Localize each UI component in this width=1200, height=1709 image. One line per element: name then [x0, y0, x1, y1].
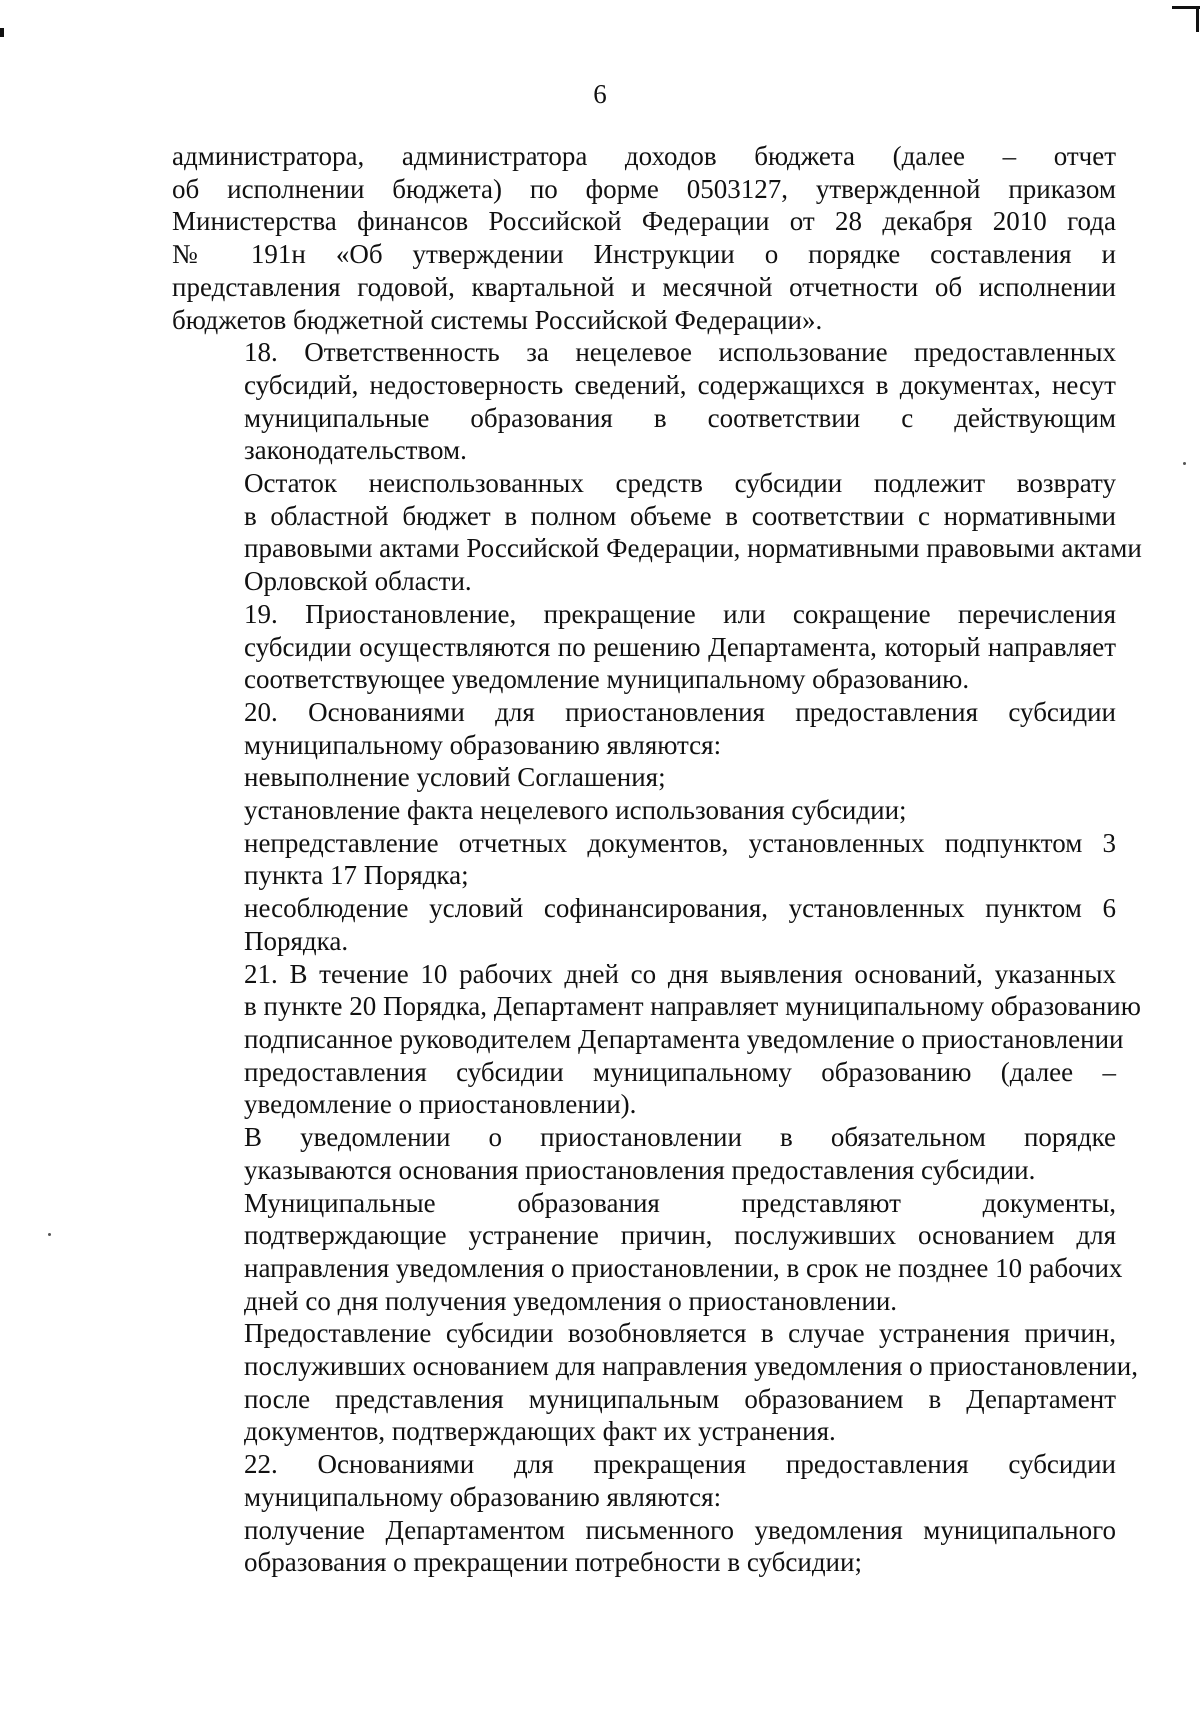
text-line: непредставление отчетных документов, установленных подпунктом 3 — [244, 827, 1116, 858]
text-line: предоставления субсидии муниципальному образованию (далее – — [244, 1056, 1116, 1087]
text-line: муниципальные образования в соответствии с действующим — [244, 402, 1116, 433]
paragraph-resumption — [172, 1317, 1138, 1448]
paragraph-notification-content — [172, 1121, 1116, 1186]
paragraph-report-form — [172, 140, 1116, 336]
list-item-ground — [172, 794, 1116, 827]
text-line: муниципальному образованию являются: — [244, 729, 722, 760]
text-line: получение Департаментом письменного уведомления муниципального — [244, 1514, 1116, 1545]
text-line: представления годовой, квартальной и месячной отчетности об исполнении — [172, 271, 1116, 302]
text-line: 22. Основаниями для прекращения предоставления субсидии — [244, 1449, 1116, 1480]
scan-mark-left — [0, 28, 4, 37]
paragraph-20-grounds — [172, 696, 1116, 761]
text-line: пункта 17 Порядка; — [244, 860, 469, 891]
text-line: после представления муниципальным образованием в Департамент — [244, 1383, 1116, 1414]
paragraph-unused-funds — [172, 467, 1142, 598]
text-line: В уведомлении о приостановлении в обязательном порядке — [244, 1122, 1116, 1153]
text-line: установление факта нецелевого использования субсидии; — [244, 795, 907, 826]
text-line: образования о прекращении потребности в субсидии; — [244, 1547, 862, 1578]
scan-mark-corner-side — [1196, 6, 1199, 32]
document-body — [172, 140, 1142, 1579]
text-line: уведомление о приостановлении). — [244, 1089, 637, 1120]
text-line: бюджетов бюджетной системы Российской Федерации». — [172, 304, 823, 335]
text-line: в пункте 20 Порядка, Департамент направляет муниципальному образованию — [244, 991, 1141, 1022]
list-item-ground — [172, 761, 1116, 794]
text-line: Муниципальные образования представляют документы, — [244, 1187, 1116, 1218]
text-line: субсидии осуществляются по решению Департамента, который направляет — [244, 631, 1116, 662]
text-line: правовыми актами Российской Федерации, нормативными правовыми актами — [244, 533, 1142, 564]
text-line: несоблюдение условий софинансирования, установленных пунктом 6 — [244, 893, 1116, 924]
text-line: администратора, администратора доходов бюджета (далее – отчет — [172, 141, 1116, 171]
text-line: невыполнение условий Соглашения; — [244, 762, 666, 793]
text-line: 18. Ответственность за нецелевое использование предоставленных — [244, 337, 1116, 368]
text-line: подтверждающие устранение причин, послуживших основанием для — [244, 1220, 1116, 1251]
list-item-ground — [172, 892, 1116, 957]
scan-speck — [48, 1233, 51, 1236]
page-number: 6 — [593, 79, 607, 109]
list-item-ground — [172, 827, 1116, 892]
text-line: Остаток неиспользованных средств субсидии подлежит возврату — [244, 468, 1116, 499]
text-line: подписанное руководителем Департамента уведомление о приостановлении — [244, 1023, 1124, 1054]
text-line: соответствующее уведомление муниципальному образованию. — [244, 664, 970, 695]
text-line: № 191н «Об утверждении Инструкции о порядке составления и — [172, 239, 1116, 270]
text-line: 19. Приостановление, прекращение или сокращение перечисления — [244, 598, 1116, 629]
text-line: муниципальному образованию являются: — [244, 1481, 722, 1512]
paragraph-21-notification — [172, 958, 1141, 1122]
text-line: субсидий, недостоверность сведений, содержащихся в документах, несут — [244, 369, 1116, 400]
text-line: Предоставление субсидии возобновляется в случае устранения причин, — [244, 1318, 1116, 1349]
scan-speck — [1183, 462, 1186, 465]
text-line: Министерства финансов Российской Федерации от 28 декабря 2010 года — [172, 206, 1116, 237]
text-line: 20. Основаниями для приостановления предоставления субсидии — [244, 696, 1116, 727]
paragraph-22-termination — [172, 1448, 1116, 1513]
text-line: 21. В течение 10 рабочих дней со дня выявления оснований, указанных — [244, 958, 1116, 989]
list-item-termination-ground — [172, 1514, 1116, 1579]
paragraph-18-responsibility — [172, 336, 1116, 467]
text-line: об исполнении бюджета) по форме 0503127, утвержденной приказом — [172, 173, 1116, 204]
text-line: дней со дня получения уведомления о приостановлении. — [244, 1285, 898, 1316]
text-line: документов, подтверждающих факт их устранения. — [244, 1416, 836, 1447]
text-line: в областной бюджет в полном объеме в соответствии с нормативными — [244, 500, 1116, 531]
text-line: указываются основания приостановления предоставления субсидии. — [244, 1154, 1036, 1185]
text-line: законодательством. — [244, 435, 467, 466]
text-line: направления уведомления о приостановлении, в срок не позднее 10 рабочих — [244, 1252, 1123, 1283]
paragraph-documents-deadline — [172, 1187, 1123, 1318]
text-line: Орловской области. — [244, 566, 472, 597]
text-line: послуживших основанием для направления уведомления о приостановлении, — [244, 1351, 1138, 1382]
paragraph-19-suspension — [172, 598, 1116, 696]
text-line: Порядка. — [244, 925, 349, 956]
